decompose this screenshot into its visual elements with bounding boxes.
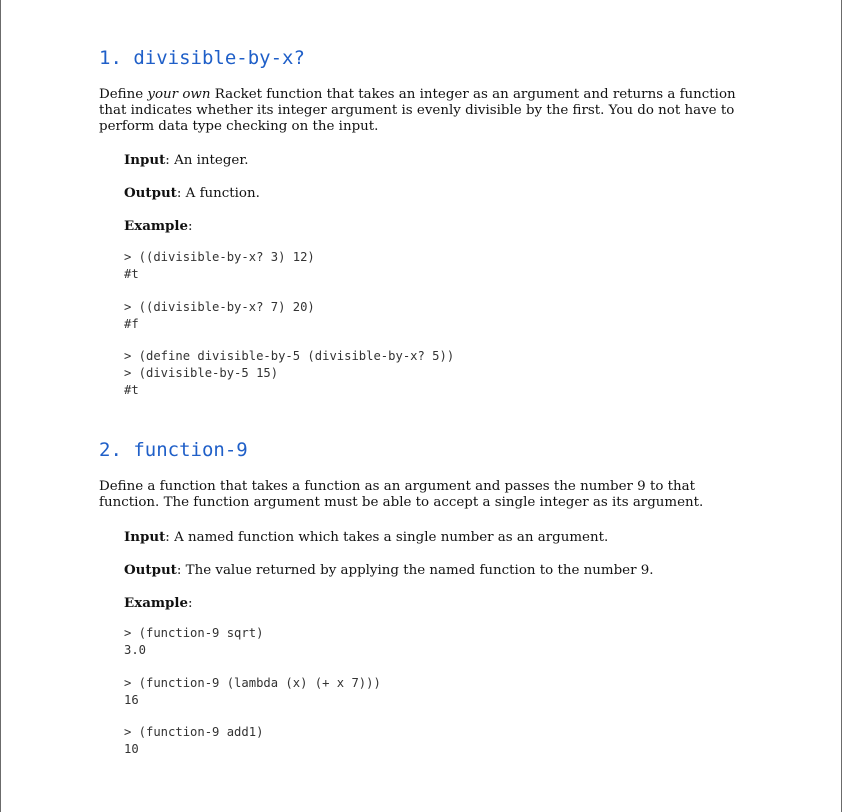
- section-1-description: [99, 87, 739, 135]
- code-line: > (function-9 sqrt): [124, 626, 264, 640]
- page-border-right: [841, 0, 842, 812]
- section-1-heading: 1. divisible-by-x?: [99, 47, 305, 69]
- section-2-input: [124, 529, 608, 546]
- section-1-example-2: [124, 299, 315, 333]
- section-2-description: Define a function that takes a function as an argument and passes the number 9 to that function. The function argument must be able to accept a single integer as its argument.: [99, 479, 704, 510]
- section-2-input-label: Input: [124, 529, 166, 545]
- code-line: #t: [124, 267, 139, 281]
- section-2-output-label: Output: [124, 562, 177, 578]
- section-2-input-value: : A named function which takes a single number as an argument.: [165, 530, 609, 545]
- section-1-output: [124, 185, 260, 202]
- section-1-example-1: [124, 249, 315, 283]
- section-1-example-colon: :: [188, 219, 193, 234]
- code-line: #f: [124, 317, 139, 331]
- code-line: 16: [124, 693, 139, 707]
- section-2-example-1: [124, 625, 263, 659]
- section-1-example-3: [124, 348, 454, 399]
- section-2-example-2: [124, 675, 381, 709]
- section-1-example-heading: [124, 218, 193, 235]
- code-line: > (define divisible-by-5 (divisible-by-x? 5)): [124, 349, 455, 363]
- code-line: #t: [124, 383, 139, 397]
- section-2-example-label: Example: [124, 595, 189, 611]
- section-2-heading: 2. function-9: [99, 439, 248, 461]
- section-2-example-colon: :: [188, 596, 193, 611]
- code-line: > ((divisible-by-x? 7) 20): [124, 300, 315, 314]
- section-1-input-value: : An integer.: [165, 153, 249, 168]
- section-2-example-3: [124, 724, 263, 758]
- code-line: 10: [124, 742, 139, 756]
- section-1-output-label: Output: [124, 185, 177, 201]
- section-1-input: [124, 152, 249, 169]
- code-line: > (function-9 add1): [124, 725, 264, 739]
- section-1-input-label: Input: [124, 152, 166, 168]
- section-1-example-label: Example: [124, 218, 189, 234]
- section-2-example-heading: [124, 595, 193, 612]
- section-1-output-value: : A function.: [176, 186, 260, 201]
- section-2-output: [124, 562, 654, 579]
- section-1-description-emphasis: your own: [147, 87, 211, 102]
- code-line: > ((divisible-by-x? 3) 12): [124, 250, 315, 264]
- code-line: > (function-9 (lambda (x) (+ x 7))): [124, 676, 381, 690]
- code-line: > (divisible-by-5 15): [124, 366, 279, 380]
- code-line: 3.0: [124, 643, 147, 657]
- section-1-description-suffix: Racket function that takes an integer as an argument and returns a function that indicates whether its integer argument is evenly divisible by the first. You do not have to perform data type checking on the input.: [99, 87, 736, 134]
- page-border-left: [0, 0, 1, 812]
- section-2-output-value: : The value returned by applying the named function to the number 9.: [176, 563, 654, 578]
- section-1-description-prefix: Define: [99, 87, 148, 102]
